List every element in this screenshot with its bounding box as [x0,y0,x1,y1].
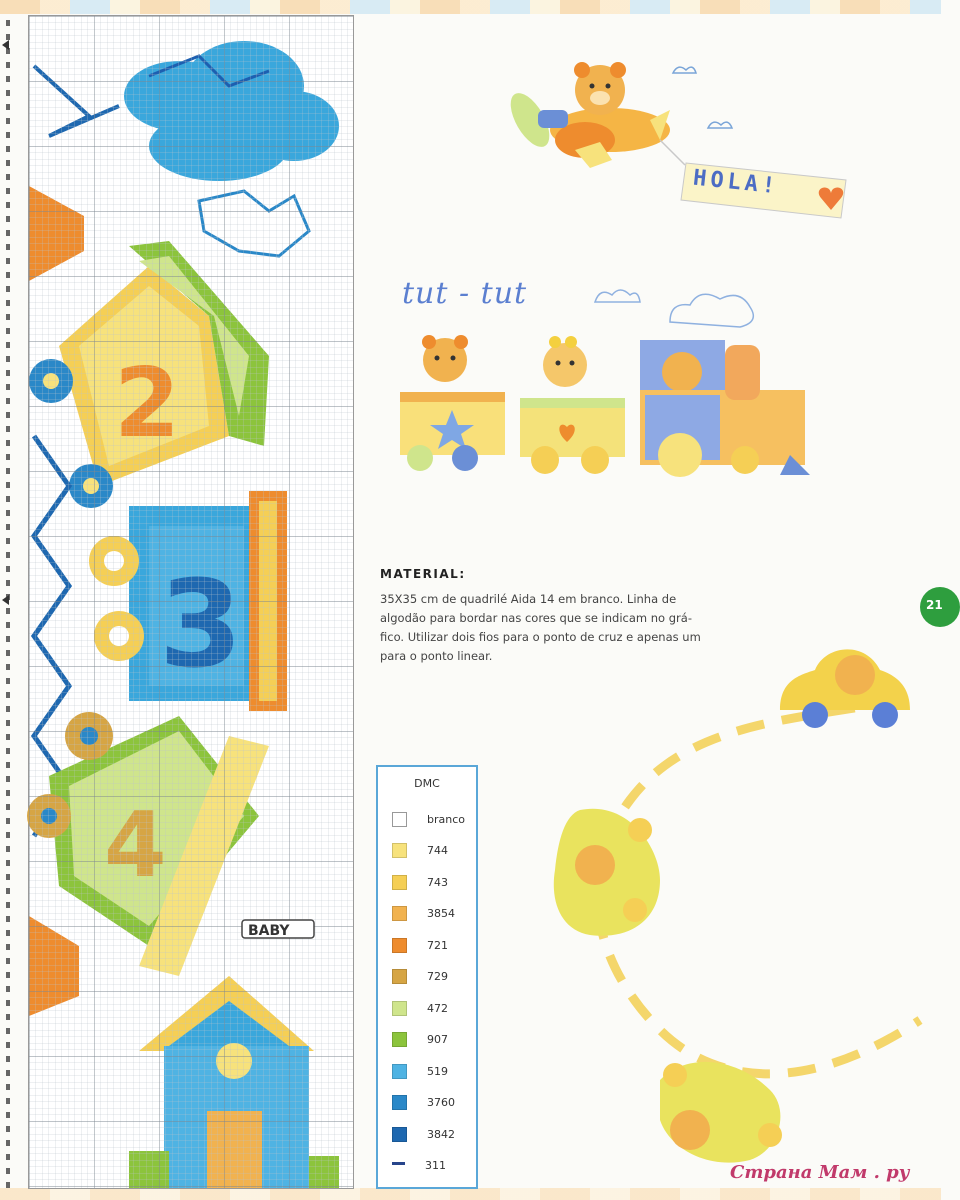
baby-logo-text: BABY [248,923,290,939]
material-line: fico. Utilizar dois fios para o ponto de cruz e apenas um [380,630,701,644]
swatch-icon [392,1095,407,1110]
legend-item [392,1124,455,1144]
material-line: para o ponto linear. [380,649,493,663]
legend-item [392,1029,448,1049]
cut-line [6,20,10,1190]
page-tab [920,587,960,627]
legend-item [392,935,448,955]
material-line: algodão para bordar nas cores que se indicam no grá- [380,611,692,625]
legend-item [392,1092,455,1112]
edge-arrow-icon [2,595,9,605]
legend-item [392,809,465,829]
edge-arrow-icon [2,40,9,50]
material-heading: MATERIAL: [380,567,466,581]
train-car-1 [400,335,505,471]
legend-item [392,966,448,986]
swatch-icon [392,969,407,984]
swatch-icon [392,812,407,827]
top-decorative-band [0,0,941,14]
legend-code: 907 [427,1032,448,1046]
legend-code: 3854 [427,906,455,920]
cross-stitch-chart [28,15,354,1189]
small-clouds-icon [668,58,738,138]
material-line: 35X35 cm de quadrilé Aida 14 em branco. Linha de [380,592,677,606]
backstitch-line-icon [392,1162,405,1168]
swatch-icon [392,938,407,953]
legend-code: 311 [425,1158,446,1172]
legend-code: 729 [427,969,448,983]
baby-logo [242,918,320,940]
legend-code: branco [427,812,465,826]
chart-pattern-graphic [29,16,353,1188]
watermark: Страна Мам . ру [730,1162,910,1183]
swatch-icon [392,875,407,890]
cloud-outline-icon [590,277,760,332]
legend-code: 472 [427,1001,448,1015]
car-left [554,809,660,936]
legend-code: 743 [427,875,448,889]
legend-code: 3760 [427,1095,455,1109]
swatch-icon [392,843,407,858]
train-car-2 [520,336,625,474]
page-number: 21 [926,598,943,612]
road-and-cars-illustration [540,640,940,1160]
swatch-icon [392,1127,407,1142]
legend-code: 519 [427,1064,448,1078]
train-engine [640,340,810,477]
legend-code: 721 [427,938,448,952]
legend-code: 744 [427,843,448,857]
train-illustration [395,330,815,490]
dmc-color-legend [376,765,478,1189]
swatch-icon [392,1064,407,1079]
legend-item [392,998,448,1018]
bottom-decorative-band [0,1188,941,1200]
hola-banner [681,158,851,218]
legend-code: 3842 [427,1127,455,1141]
legend-item [392,903,455,923]
legend-title: DMC [414,777,440,790]
legend-item [392,872,448,892]
legend-item [392,1155,446,1175]
swatch-icon [392,906,407,921]
legend-item [392,840,448,860]
swatch-icon [392,1001,407,1016]
train-caption: tut - tut [402,276,528,311]
banner-text: HOLA! [691,165,781,200]
swatch-icon [392,1032,407,1047]
legend-item [392,1061,448,1081]
